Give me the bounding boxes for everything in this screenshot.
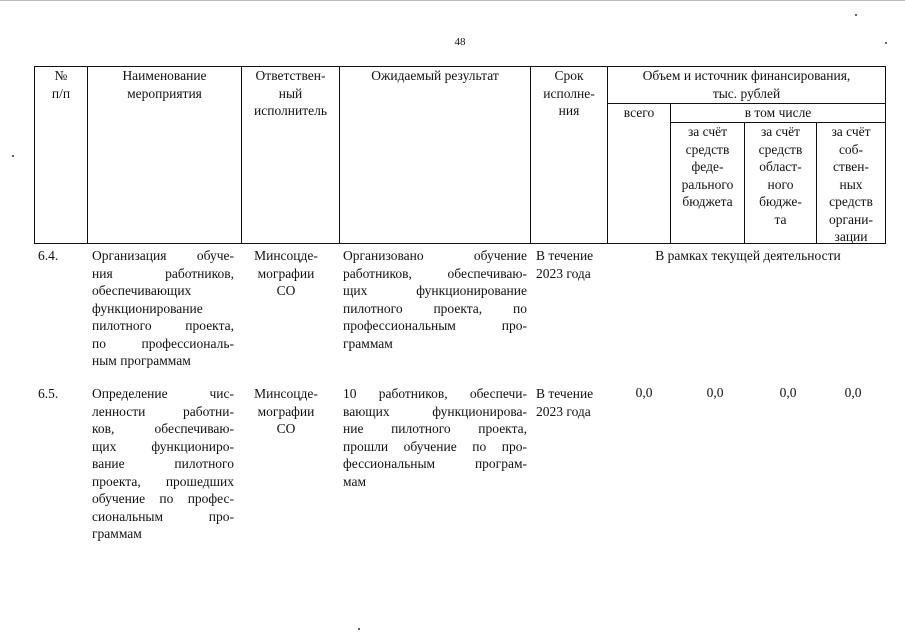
text-line: ков, обеспечиваю- xyxy=(92,421,234,436)
text-line: сиональным про- xyxy=(92,508,234,524)
header-finance xyxy=(608,67,885,102)
header-text: феде- xyxy=(691,159,724,174)
text-line: щих функционирование xyxy=(343,283,527,298)
row-name xyxy=(92,385,234,543)
header-text: средств xyxy=(685,141,730,157)
text-line: проекта, прошедших xyxy=(92,473,234,489)
scan-speck xyxy=(358,628,360,630)
row-finance-note: В рамках текущей деятельности xyxy=(655,248,841,263)
table-header xyxy=(34,66,886,244)
row-name xyxy=(92,247,234,370)
header-text: Наименование xyxy=(122,68,207,83)
row-term xyxy=(536,385,606,420)
header-text: № xyxy=(54,68,68,83)
header-responsible xyxy=(242,67,339,120)
row-regional-value: 0,0 xyxy=(779,385,797,400)
text-line: мам xyxy=(343,473,366,489)
text-line: 2023 года xyxy=(536,403,591,419)
text-line: В течение xyxy=(536,386,594,401)
top-border-line xyxy=(0,0,905,1)
header-including xyxy=(671,104,885,122)
header-name xyxy=(88,67,241,102)
text-line: щих функциониро- xyxy=(92,438,234,454)
header-text: ствен- xyxy=(833,159,869,174)
text-line: прошли обучение по про- xyxy=(343,438,527,454)
row-own-funds-value: 0,0 xyxy=(844,385,862,400)
header-text: бюджета xyxy=(682,194,733,209)
header-num xyxy=(35,67,87,102)
header-text: п/п xyxy=(51,85,71,101)
header-text: исполне- xyxy=(543,85,595,101)
text-line: функционирование xyxy=(92,300,203,316)
text-line: Организовано обучение xyxy=(343,248,527,263)
header-text: органи- xyxy=(829,211,873,227)
text-line: Минсоцде- xyxy=(254,386,318,401)
text-line: ния работников, xyxy=(92,265,234,281)
text-line: мографии xyxy=(257,265,315,281)
text-line: граммам xyxy=(92,526,142,541)
header-total xyxy=(608,104,670,122)
header-text: ных xyxy=(839,176,863,192)
row-responsible xyxy=(245,385,327,438)
text-line: пилотного проекта, xyxy=(92,318,234,333)
header-text: в том числе xyxy=(744,105,812,120)
scan-speck xyxy=(12,155,14,157)
header-text: Ответствен- xyxy=(255,68,326,83)
header-text: зации xyxy=(834,229,868,244)
text-line: 2023 года xyxy=(536,265,591,281)
row-responsible xyxy=(245,247,327,300)
page-number: 48 xyxy=(454,36,466,48)
header-text: ния xyxy=(558,103,580,118)
header-right-border xyxy=(885,66,886,244)
text-line: Минсоцде- xyxy=(254,248,318,263)
text-line: мографии xyxy=(257,403,315,419)
text-line: фессиональным програм- xyxy=(343,456,527,471)
header-text: тыс. рублей xyxy=(712,85,781,101)
header-text: Срок xyxy=(554,68,584,83)
text-line: обучение по профес- xyxy=(92,491,234,506)
row-number: 6.4. xyxy=(38,248,59,263)
header-text: за счёт xyxy=(831,124,871,139)
header-text: исполнитель xyxy=(254,103,327,118)
text-line: ным программам xyxy=(92,353,191,368)
scan-speck xyxy=(885,42,887,44)
text-line: Организация обуче- xyxy=(92,248,234,263)
header-result xyxy=(340,67,530,85)
text-line: СО xyxy=(276,283,296,298)
text-line: В течение xyxy=(536,248,594,263)
header-text: средств xyxy=(829,194,873,209)
header-term xyxy=(531,67,607,120)
col-separator xyxy=(339,66,340,244)
header-bottom-border xyxy=(34,243,886,244)
text-line: вание пилотного xyxy=(92,456,234,471)
header-text: та xyxy=(774,211,787,227)
row-number: 6.5. xyxy=(38,386,59,401)
text-line: профессиональным про- xyxy=(343,318,527,333)
header-text: ного xyxy=(767,176,794,192)
row-result xyxy=(343,385,527,490)
text-line: обеспечивающих xyxy=(92,283,192,298)
header-text: ный xyxy=(278,85,303,101)
header-text: Ожидаемый результат xyxy=(371,68,499,83)
text-line: ленности работни- xyxy=(92,403,234,419)
text-line: по профессиональ- xyxy=(92,335,234,351)
row-term xyxy=(536,247,606,282)
header-text: бюдже- xyxy=(759,194,802,209)
text-line: работников, обеспечиваю- xyxy=(343,265,527,281)
header-text: Объем и источник финансирования, xyxy=(642,68,851,83)
header-regional xyxy=(745,123,816,228)
text-line: граммам xyxy=(343,335,393,351)
text-line: ние пилотного проекта, xyxy=(343,421,527,436)
header-text: мероприятия xyxy=(127,85,202,101)
text-line: СО xyxy=(276,421,296,436)
text-line: 10 работников, обеспечи- xyxy=(343,386,527,401)
header-text: за счёт xyxy=(687,124,728,139)
header-text: соб- xyxy=(838,141,864,157)
header-text: област- xyxy=(759,159,802,174)
text-line: Определение чис- xyxy=(92,386,234,401)
header-federal xyxy=(671,123,744,211)
text-line: пилотного проекта, по xyxy=(343,300,527,316)
header-text: средств xyxy=(758,141,803,157)
row-federal-value: 0,0 xyxy=(706,385,724,400)
text-line: вающих функционирова- xyxy=(343,403,527,419)
row-total-value: 0,0 xyxy=(635,385,653,400)
header-text: за счёт xyxy=(760,124,801,139)
header-text: всего xyxy=(623,105,655,120)
header-text: рального xyxy=(681,176,734,192)
header-own-funds xyxy=(817,123,885,246)
row-result xyxy=(343,247,527,352)
scan-speck xyxy=(855,14,857,16)
